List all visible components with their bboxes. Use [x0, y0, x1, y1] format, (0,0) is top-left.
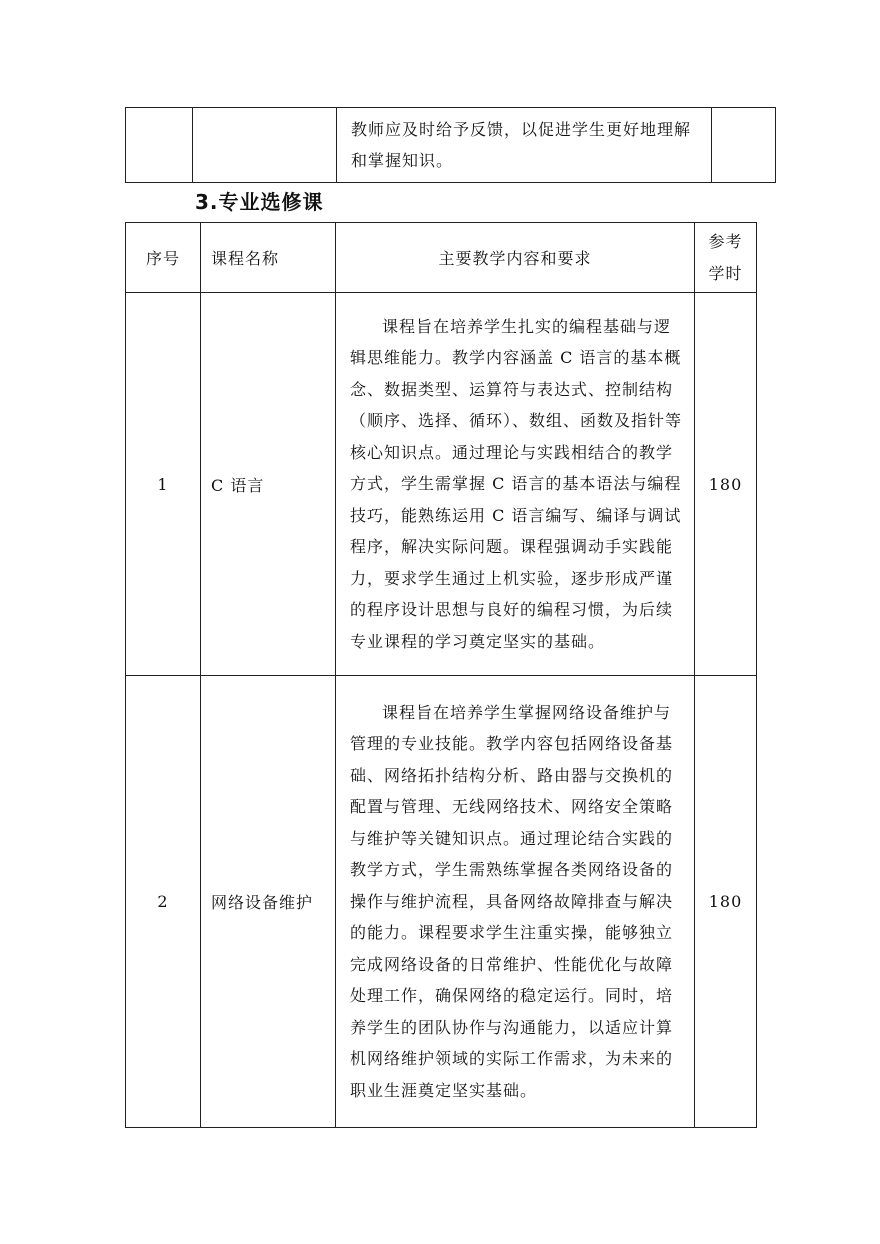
table-header-row: [126, 223, 757, 293]
header-hours-line2: 学时: [708, 263, 743, 283]
row-content: [336, 293, 695, 676]
row-hours: 180: [695, 676, 757, 1128]
previous-course-table: [125, 107, 776, 183]
row-content-text: 课程旨在培养学生掌握网络设备维护与管理的专业技能。教学内容包括网络设备基础、网络拓扑结构分析、路由器与交换机的配置与管理、无线网络技术、网络安全策略与维护等关键知识点。通过理论结合实践的教学方式，学生需熟练掌握各类网络设备的操作与维护流程，具备网络故障排查与解决的能力。课程要求学生注重实操，能够独立完成网络设备的日常维护、性能优化与故障处理工作，确保网络的稳定运行。同时，培养学生的团队协作与沟通能力，以适应计算机网络维护领域的实际工作需求，为未来的职业生涯奠定坚实基础。: [350, 702, 674, 1100]
cell-hours: [712, 108, 776, 183]
cell-name: [193, 108, 337, 183]
cell-no: [126, 108, 193, 183]
header-hours: [695, 223, 757, 293]
table-row: [126, 108, 776, 183]
cell-content: 教师应及时给予反馈，以促进学生更好地理解和掌握知识。: [337, 108, 712, 183]
header-content: 主要教学内容和要求: [336, 223, 695, 293]
table-row: [126, 293, 757, 676]
row-no: 1: [126, 293, 201, 676]
table-row: [126, 676, 757, 1128]
elective-course-table: [125, 222, 757, 1128]
header-no: 序号: [126, 223, 201, 293]
header-name: 课程名称: [201, 223, 336, 293]
section-heading: 3.专业选修课: [195, 190, 324, 214]
row-content: [336, 676, 695, 1128]
header-hours-line1: 参考: [708, 231, 743, 251]
row-course-name: C 语言: [201, 293, 336, 676]
row-course-name: 网络设备维护: [201, 676, 336, 1128]
row-no: 2: [126, 676, 201, 1128]
row-hours: 180: [695, 293, 757, 676]
row-content-text: 课程旨在培养学生扎实的编程基础与逻辑思维能力。教学内容涵盖 C 语言的基本概念、数据类型、运算符与表达式、控制结构（顺序、选择、循环）、数组、函数及指针等核心知识点。通过理论与实践相结合的教学方式，学生需掌握 C 语言的基本语法与编程技巧，能熟练运用 C 语言编写、编译与调试程序，解决实际问题。课程强调动手实践能力，要求学生通过上机实验，逐步形成严谨的程序设计思想与良好的编程习惯，为后续专业课程的学习奠定坚实的基础。: [350, 316, 683, 651]
